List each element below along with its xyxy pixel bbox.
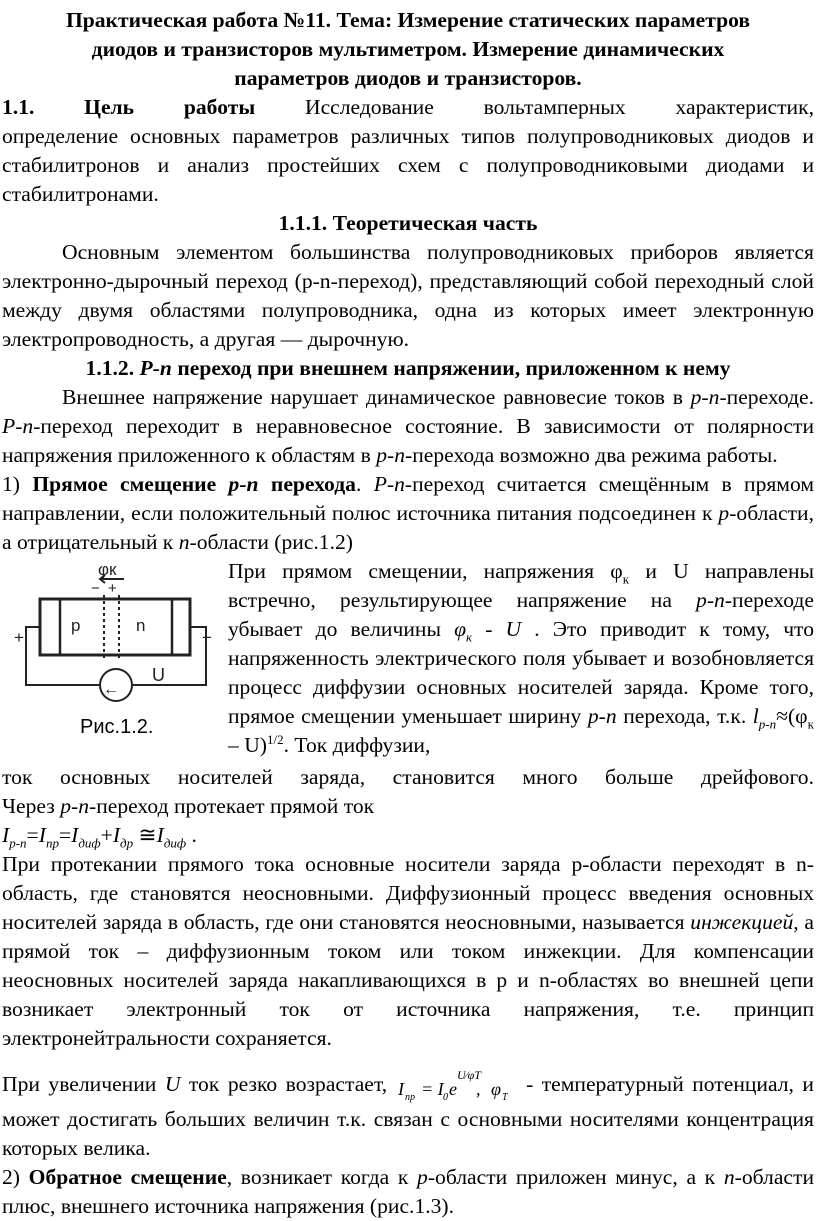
- text-span: , возникает когда к: [226, 1165, 409, 1189]
- forward-bias-term: Прямое смещение: [32, 472, 217, 496]
- text-span: -области приложен минус, а к: [427, 1165, 716, 1189]
- theory-heading-text: 1.1.1. Теоретическая часть: [278, 211, 538, 235]
- formula-comma: ,: [475, 1079, 481, 1099]
- phi-symbol: φ: [454, 617, 467, 641]
- pn-term: p-n: [696, 588, 725, 612]
- figure-caption: Рис.1.2.: [80, 716, 154, 738]
- formula-e: e: [448, 1079, 457, 1099]
- forward-bias-paragraph: 1) Прямое смещение p-n перехода. P-n-переход считается смещённым в прямом направлении, если положительный полюс источника питания подсоединен к p-области, а отрицательный к n-области (рис.1.2): [2, 472, 815, 554]
- formula-subscript: p-n: [9, 835, 27, 851]
- pn-circuit-diagram: [12, 559, 212, 709]
- p-term: p: [718, 501, 730, 525]
- section-112-paragraph: [2, 383, 814, 470]
- pn-term: p-n-: [690, 385, 727, 409]
- formula-subscript: пр: [45, 835, 59, 851]
- pn-term: p-n: [60, 794, 89, 818]
- formula-operator: ≅: [138, 823, 157, 847]
- formula-symbol: I: [2, 823, 10, 847]
- formula-zero-subscript: 0: [442, 1092, 448, 1103]
- formula-symbol: I: [71, 823, 79, 847]
- text-span: При протекании прямого тока основные носители заряда p-области переходят в n-область, где становятся неосновными. Диффузионный процесс введения основных носителей заряда в область, где они становятся неосновными, называется: [2, 852, 814, 934]
- figure-row: [2, 557, 814, 763]
- source-arrow-icon: ←: [103, 681, 119, 698]
- right-minus-terminal: −: [202, 628, 212, 647]
- text-span: -переходе убывает до величины: [228, 588, 814, 641]
- text-span: -переход протекает прямой ток: [89, 794, 375, 818]
- goal-first-line: [2, 93, 814, 122]
- text-span: Внешнее напряжение нарушает динамическое равновесие токов в: [62, 385, 683, 409]
- formula-equals: = I: [420, 1079, 444, 1099]
- goal-rest: определение основных параметров различных типов полупроводниковых диодов и стабилитронов и анализ простейших схем с полупроводниковыми диодами и стабилитронами.: [2, 124, 814, 206]
- document-page: [2, 6, 814, 1221]
- list-number: 1): [2, 472, 20, 496]
- section-112-heading: [2, 354, 814, 383]
- text-span: Через: [2, 794, 55, 818]
- junction-plus-sign: +: [108, 580, 117, 597]
- subscript: к: [807, 716, 814, 732]
- text-span: -переход переходит в неравновесное состояние. В зависимости от полярности напряжения приложенного к областям в: [2, 414, 814, 467]
- p-term: p: [417, 1165, 428, 1189]
- text-span: , а прямой ток – диффузионным током или током инжекции. Для компенсации неосновных носителей заряда накапливающихся в p и n-областях во внешней цепи возникает электронный ток от источника напряжения, т.е. принцип электронейтральности сохраняется.: [2, 910, 814, 1050]
- figure-side-text: [228, 557, 814, 763]
- formula-subscript: диф: [163, 835, 187, 851]
- text-span: -области плюс, внешнего источника напряжения (рис.1.3).: [2, 1165, 814, 1218]
- exponential-current-formula: [396, 1067, 518, 1105]
- text-span: -перехода возможно два режима работы.: [405, 443, 778, 467]
- increase-paragraph: [2, 1067, 814, 1163]
- forward-bias-term: перехода: [270, 472, 356, 496]
- formula-operator: +: [100, 823, 113, 847]
- page-title-line-2: диодов и транзисторов мультиметром. Измерение динамических: [91, 37, 725, 61]
- formula-operator: .: [191, 823, 197, 847]
- pn-term: p-n: [228, 472, 259, 496]
- page-title-line-3: параметров диодов и транзисторов.: [234, 66, 582, 90]
- formula-i-symbol: I: [397, 1079, 404, 1099]
- forward-current-formula: [2, 821, 814, 850]
- formula-operator: =: [58, 823, 72, 847]
- pn-term: p-n: [376, 443, 406, 467]
- u-symbol: U: [164, 1071, 181, 1096]
- p-region-label: p: [71, 616, 81, 635]
- goal-line1: Исследование вольтамперных характеристик,: [304, 95, 815, 119]
- pn-term: p-n: [587, 704, 617, 728]
- formula-phi-t: φ: [490, 1079, 501, 1099]
- n-region-label: n: [136, 616, 146, 635]
- page-title-line-1: Практическая работа №11. Тема: Измерение статических параметров: [65, 8, 751, 32]
- forward-current-intro: [2, 792, 814, 821]
- text-span: При увеличении: [2, 1071, 157, 1096]
- theory-heading: [2, 209, 814, 238]
- text-span: ток резко возрастает,: [188, 1071, 388, 1096]
- formula-symbol: I: [38, 823, 46, 847]
- phi-k-label: φк: [98, 560, 117, 579]
- subscript: к: [466, 629, 473, 645]
- text-span: - температурный потенциал, и может достигать больших величин т.к. связан с основными носителями концентрация которых велика.: [2, 1071, 814, 1160]
- voltage-u-label: U: [152, 665, 165, 685]
- text-span: – U): [228, 733, 267, 757]
- formula-subscript: др: [120, 835, 134, 851]
- text-span: При прямом смещении, напряжения φ: [228, 559, 623, 583]
- list-number: 2): [2, 1165, 20, 1189]
- pn-term: P-n: [2, 414, 34, 438]
- theory-paragraph: Основным элементом большинства полупроводниковых приборов является электронно-дырочный переход (p-n-переход), представляющий собой переходный слой между двумя областями полупроводника, одна из которых имеет электронную электропроводность, а другая — дырочную.: [2, 240, 814, 351]
- subscript: p-n: [758, 716, 777, 732]
- l-symbol: l: [752, 704, 759, 728]
- text-span: -: [485, 617, 493, 641]
- text-span: . Это приводит к тому, что напряженность электрического поля убывает и возобновляется процесс диффузии основных носителей заряда. Кроме того, прямое смещении уменьшает ширину: [228, 617, 815, 728]
- spacer: [2, 1053, 814, 1067]
- subscript: к: [622, 571, 630, 587]
- text-span: . Ток диффузии,: [283, 733, 431, 757]
- diffusion-current-line: ток основных носителей заряда, становится много больше дрейфового.: [2, 765, 814, 789]
- injection-term: инжекцией: [690, 910, 794, 934]
- formula-exponent: U⁄φT: [456, 1068, 481, 1082]
- figure-1-2: [2, 557, 228, 763]
- formula-pr-subscript: пр: [404, 1092, 415, 1103]
- pn-term: P-n: [373, 472, 405, 496]
- injection-paragraph: [2, 850, 814, 1053]
- reverse-bias-term: Обратное смещение: [28, 1165, 227, 1189]
- reverse-bias-paragraph: [2, 1163, 814, 1221]
- text-span: перехода, т.к.: [623, 704, 747, 728]
- text-span: -области, а отрицательный к: [2, 501, 814, 554]
- text-span: ≈(φ: [776, 704, 808, 728]
- text-span: -области (рис.1.2): [189, 530, 353, 554]
- formula-symbol: I: [112, 823, 121, 847]
- superscript: 1/2: [266, 731, 284, 747]
- text-span: -переход считается смещённым в прямом направлении, если положительный полюс источника питания подсоединен к: [2, 472, 815, 525]
- semiconductor-body: [40, 599, 190, 655]
- formula-t-subscript: T: [501, 1092, 508, 1103]
- junction-minus-sign: −: [91, 580, 100, 597]
- formula-subscript: диф: [78, 835, 101, 851]
- formula-symbol: I: [156, 823, 164, 847]
- n-term: n: [723, 1165, 735, 1189]
- section-112-pn: P-n: [139, 356, 172, 380]
- forward-bias-description: [228, 557, 814, 760]
- u-symbol: U: [505, 617, 522, 641]
- n-term: n: [178, 530, 190, 554]
- text-span: и U направлены встречно, результирующее напряжение на: [228, 559, 815, 612]
- section-112-title: переход при внешнем напряжении, приложенном к нему: [177, 356, 731, 380]
- section-112-number: 1.1.2.: [85, 356, 135, 380]
- goal-label: 1.1. Цель работы: [2, 95, 256, 119]
- formula-operator: =: [26, 823, 39, 847]
- text-span: переходе.: [726, 385, 814, 409]
- left-plus-terminal: +: [14, 628, 24, 647]
